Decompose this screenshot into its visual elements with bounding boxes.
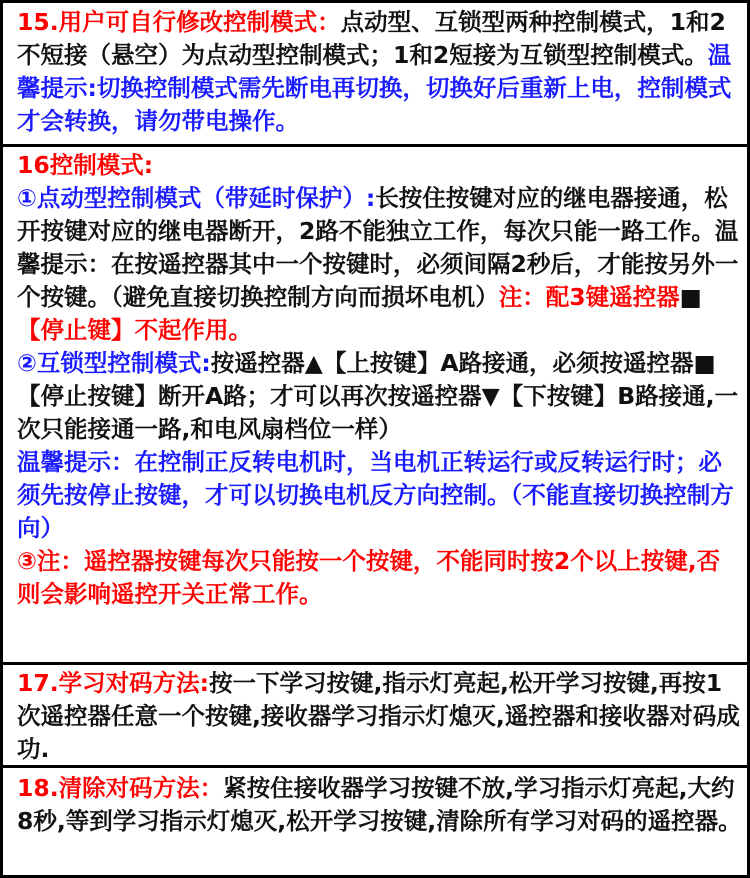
mode-momentary-heading: ①点动型控制模式（带延时保护）: xyxy=(17,184,376,212)
mode-interlock-paragraph xyxy=(17,347,743,446)
section-18-title: 18.清除对码方法： xyxy=(17,774,224,802)
section-17-pairing-method xyxy=(3,665,747,768)
section-15-title: 15.用户可自行修改控制模式： xyxy=(17,8,341,36)
section-18-clear-pairing-method xyxy=(3,768,747,875)
mode-interlock-body: 按遥控器▲【上按键】A路接通，必须按遥控器■【停止按键】断开A路；才可以再次按遥控器▼【下按键】B路接通,一次只能接通一路,和电风扇档位一样） xyxy=(17,349,739,443)
stop-square-icon: ■ xyxy=(679,283,702,311)
mode-momentary-paragraph xyxy=(17,182,743,347)
mode-interlock-heading: ②互锁型控制模式: xyxy=(17,349,211,377)
mode-momentary-note-prefix: 注：配3键遥控器 xyxy=(498,283,680,311)
section-17-title: 17.学习对码方法: xyxy=(17,669,210,697)
section-16-control-modes xyxy=(3,147,747,665)
mode-momentary-note-suffix: 【停止键】不起作用。 xyxy=(17,316,252,344)
section-15-control-mode-switch xyxy=(3,3,747,147)
single-key-note: ③注：遥控器按键每次只能按一个按键，不能同时按2个以上按键,否则会影响遥控开关正常工作。 xyxy=(17,547,721,608)
section-17-body: 按一下学习按键,指示灯亮起,松开学习按键,再按1次遥控器任意一个按键,接收器学习指示灯熄灭,遥控器和接收器对码成功. xyxy=(17,669,740,763)
section-15-body: 点动型、互锁型两种控制模式，1和2不短接（悬空）为点动型控制模式；1和2短接为互锁型控制模式。 xyxy=(17,8,726,69)
section-16-title: 16控制模式: xyxy=(17,151,154,179)
mode-momentary-body: 长按住按键对应的继电器接通，松开按键对应的继电器断开，2路不能独立工作，每次只能一路工作。温馨提示：在按遥控器其中一个按键时，必须间隔2秒后，才能按另外一个按键。（避免直接切换控制方向而损坏电机） xyxy=(17,184,739,311)
section-15-tip: 温馨提示:切换控制模式需先断电再切换，切换好后重新上电，控制模式才会转换，请勿带电操作。 xyxy=(17,41,732,135)
mode-interlock-tip: 温馨提示：在控制正反转电机时，当电机正转运行或反转运行时；必须先按停止按键，才可以切换电机反方向控制。（不能直接切换控制方向） xyxy=(17,448,734,542)
section-18-body: 紧按住接收器学习按键不放,学习指示灯亮起,大约8秒,等到学习指示灯熄灭,松开学习按键,清除所有学习对码的遥控器。 xyxy=(17,774,742,835)
